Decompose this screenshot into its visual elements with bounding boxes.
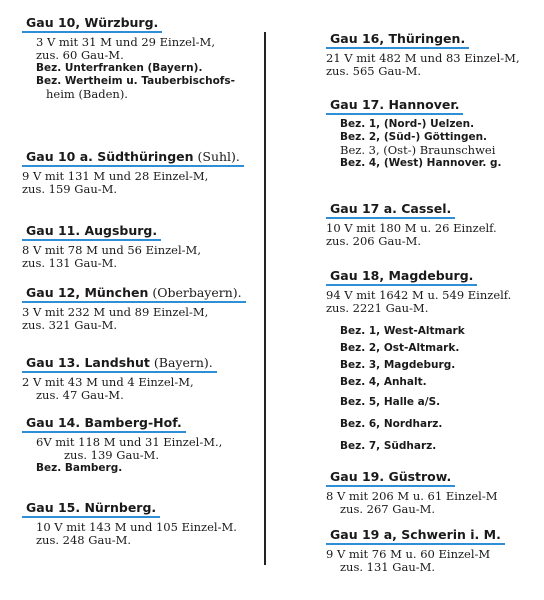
gau-heading: Gau 16, Thüringen. [326,31,469,49]
entry-line: 8 V mit 206 M u. 61 Einzel-M [326,489,498,503]
entry-line: zus. 139 Gau-M. [64,448,160,462]
gau-entry [22,12,254,101]
entry-line: 3 V mit 232 M und 89 Einzel-M, [22,305,209,319]
gau-heading: Gau 12, München (Oberbayern). [22,285,246,303]
gau-heading: Gau 19 a, Schwerin i. M. [326,527,505,545]
entry-line: heim (Baden). [46,87,128,101]
entry-line: 10 V mit 180 M u. 26 Einzelf. [326,221,497,235]
column-divider [264,32,266,565]
district-line: Bez. 1, West-Altmark [340,325,465,337]
entry-line: zus. 47 Gau-M. [36,388,124,402]
gau-heading: Gau 19. Güstrow. [326,469,455,487]
gau-entry [22,497,254,547]
entry-line: zus. 2221 Gau-M. [326,301,429,315]
district-line: Bez. Unterfranken (Bayern). [36,62,203,74]
gau-entry [326,94,538,170]
district-line: Bez. 1, (Nord-) Uelzen. [340,118,475,130]
gau-heading: Gau 18, Magdeburg. [326,268,477,286]
gau-heading: Gau 13. Landshut (Bayern). [22,355,217,373]
gau-heading: Gau 17. Hannover. [326,97,463,115]
gau-entry [326,466,538,516]
district-line: Bez. 3, Magdeburg. [340,359,456,371]
entry-line: 8 V mit 78 M und 56 Einzel-M, [22,243,201,257]
gau-heading: Gau 10 a. Südthüringen (Suhl). [22,149,244,167]
district-line: Bez. 2, Ost-Altmark. [340,342,460,354]
entry-line: zus. 565 Gau-M. [326,64,422,78]
entry-line: 94 V mit 1642 M u. 549 Einzelf. [326,288,512,302]
entry-line: 9 V mit 76 M u. 60 Einzel-M [326,547,491,561]
entry-line: zus. 60 Gau-M. [36,48,124,62]
entry-line: 2 V mit 43 M und 4 Einzel-M, [22,375,194,389]
entry-line: zus. 159 Gau-M. [22,182,118,196]
district-line: Bez. Bamberg. [36,462,123,474]
entry-line: zus. 131 Gau-M. [340,560,436,574]
gau-heading: Gau 14. Bamberg-Hof. [22,415,186,433]
entry-line: 3 V mit 31 M und 29 Einzel-M, [36,35,215,49]
gau-entry [22,282,254,332]
entry-line: 10 V mit 143 M und 105 Einzel-M. [36,520,237,534]
entry-line: 6V mit 118 M und 31 Einzel-M., [36,435,223,449]
gau-heading: Gau 17 a. Cassel. [326,201,455,219]
district-line: Bez. 4, Anhalt. [340,376,427,388]
district-line: Bez. 3, (Ost-) Braunschwei [340,143,496,157]
gau-heading: Gau 11. Augsburg. [22,223,161,241]
entry-line: zus. 267 Gau-M. [340,502,436,516]
entry-line: 9 V mit 131 M und 28 Einzel-M, [22,169,209,183]
gau-entry [326,524,538,574]
entry-line: zus. 321 Gau-M. [22,318,118,332]
entry-line: zus. 131 Gau-M. [22,256,118,270]
entry-line: zus. 248 Gau-M. [36,533,132,547]
district-line: Bez. 2, (Süd-) Göttingen. [340,131,488,143]
district-line: Bez. 5, Halle a/S. [340,396,441,408]
district-line: Bez. 7, Südharz. [340,440,437,452]
gau-entry [22,352,254,402]
gau-entry [326,28,538,78]
gau-heading: Gau 15. Nürnberg. [22,500,160,518]
district-line: Bez. Wertheim u. Tauberbischofs- [36,75,235,87]
entry-line: 21 V mit 482 M und 83 Einzel-M, [326,51,520,65]
district-line: Bez. 4, (West) Hannover. g. [340,157,502,169]
gau-heading: Gau 10, Würzburg. [22,15,162,33]
gau-entry [22,412,254,475]
gau-entry [326,265,538,457]
entry-line: zus. 206 Gau-M. [326,234,422,248]
gau-entry [22,220,254,270]
district-line: Bez. 6, Nordharz. [340,418,443,430]
gau-entry [22,146,254,196]
gau-entry [326,198,538,248]
